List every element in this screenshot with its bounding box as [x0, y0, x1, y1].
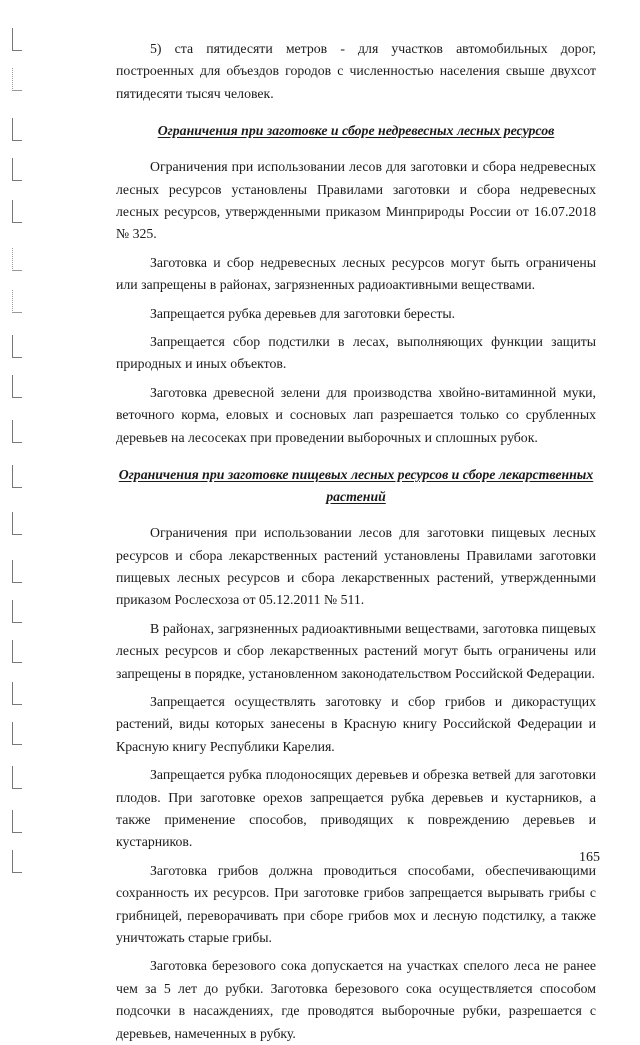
binding-mark [12, 640, 22, 663]
body-paragraph: Запрещается сбор подстилки в лесах, выполняющих функции защиты природных и иных объектов. [116, 334, 596, 372]
binding-mark [12, 158, 22, 181]
body-paragraph: Заготовка древесной зелени для производства хвойно-витаминной муки, веточного корма, еловых и сосновых лап разрешается только со срубленных деревьев на лесосеках при проведении выборочных и сплошных рубок. [116, 384, 596, 445]
binding-mark [12, 722, 22, 745]
body-paragraph: Заготовка и сбор недревесных лесных ресурсов могут быть ограничены или запрещены в районах, загрязненных радиоактивными веществами. [116, 254, 596, 293]
binding-mark [12, 600, 22, 623]
intro-paragraph: 5) ста пятидесяти метров - для участков автомобильных дорог, построенных для объездов городов с численностью населения свыше двухсот пятидесяти тысяч человек. [116, 41, 596, 101]
body-paragraph: Запрещается осуществлять заготовку и сбор грибов и дикорастущих растений, виды которых занесены в Красную книгу Российской Федерации и Красную книгу Республики Карелия. [116, 693, 596, 754]
body-paragraph: Заготовка грибов должна проводиться способами, обеспечивающими сохранность их ресурсов. При заготовке грибов запрещается вырывать грибы с грибницей, переворачивать при сборе грибов мох и лесную подстилку, а также уничтожать старые грибы. [116, 862, 596, 945]
page-number: 165 [579, 850, 600, 865]
binding-mark [12, 420, 22, 443]
binding-mark [12, 810, 22, 833]
binding-mark [12, 28, 22, 51]
binding-mark [12, 290, 22, 313]
binding-mark [12, 512, 22, 535]
section-heading: Ограничения при заготовке пищевых лесных ресурсов и сборе лекарственных растений [118, 467, 594, 505]
body-paragraph: В районах, загрязненных радиоактивными веществами, заготовка пищевых лесных ресурсов и сбор лекарственных растений могут быть ограничены или запрещены в порядке, установленном законодательством Российской Федерации. [116, 620, 596, 681]
binding-mark [12, 200, 22, 223]
binding-mark [12, 560, 22, 583]
body-paragraph: Ограничения при использовании лесов для заготовки пищевых лесных ресурсов и сбора лекарственных растений установлены Правилами заготовки пищевых лесных ресурсов и сбора лекарственных растений, утвержденными приказом Рослесхоза от 05.12.2011 № 511. [116, 525, 596, 608]
binding-mark [12, 248, 22, 271]
binding-mark [12, 766, 22, 789]
binding-mark [12, 335, 22, 358]
body-paragraph: Ограничения при использовании лесов для заготовки и сбора недревесных лесных ресурсов установлены Правилами заготовки и сбора недревесных лесных ресурсов, утвержденными приказом Минприроды России от 16.07.2018 № 325. [116, 159, 596, 242]
body-paragraph: Заготовка березового сока допускается на участках спелого леса не ранее чем за 5 лет до рубки. Заготовка березового сока осуществляется способом подсочки в насаждениях, где проводятся выборочные рубки, разрешается с деревьев, намеченных в рубку. [116, 958, 596, 1041]
binding-mark [12, 850, 22, 873]
binding-mark [12, 375, 22, 398]
binding-mark [12, 682, 22, 705]
section-heading: Ограничения при заготовке и сборе недревесных лесных ресурсов [157, 123, 555, 139]
binding-mark [12, 68, 22, 91]
binding-mark [12, 465, 22, 488]
body-paragraph: Запрещается рубка плодоносящих деревьев и обрезка ветвей для заготовки плодов. При заготовке орехов запрещается рубка деревьев и кустарников, а также применение способов, приводящих к повреждению деревьев и кустарников. [116, 767, 596, 850]
binding-mark [12, 118, 22, 141]
binding-margin-marks [0, 0, 40, 905]
document-body [116, 38, 596, 1045]
body-paragraph: Запрещается рубка деревьев для заготовки бересты. [150, 305, 456, 321]
